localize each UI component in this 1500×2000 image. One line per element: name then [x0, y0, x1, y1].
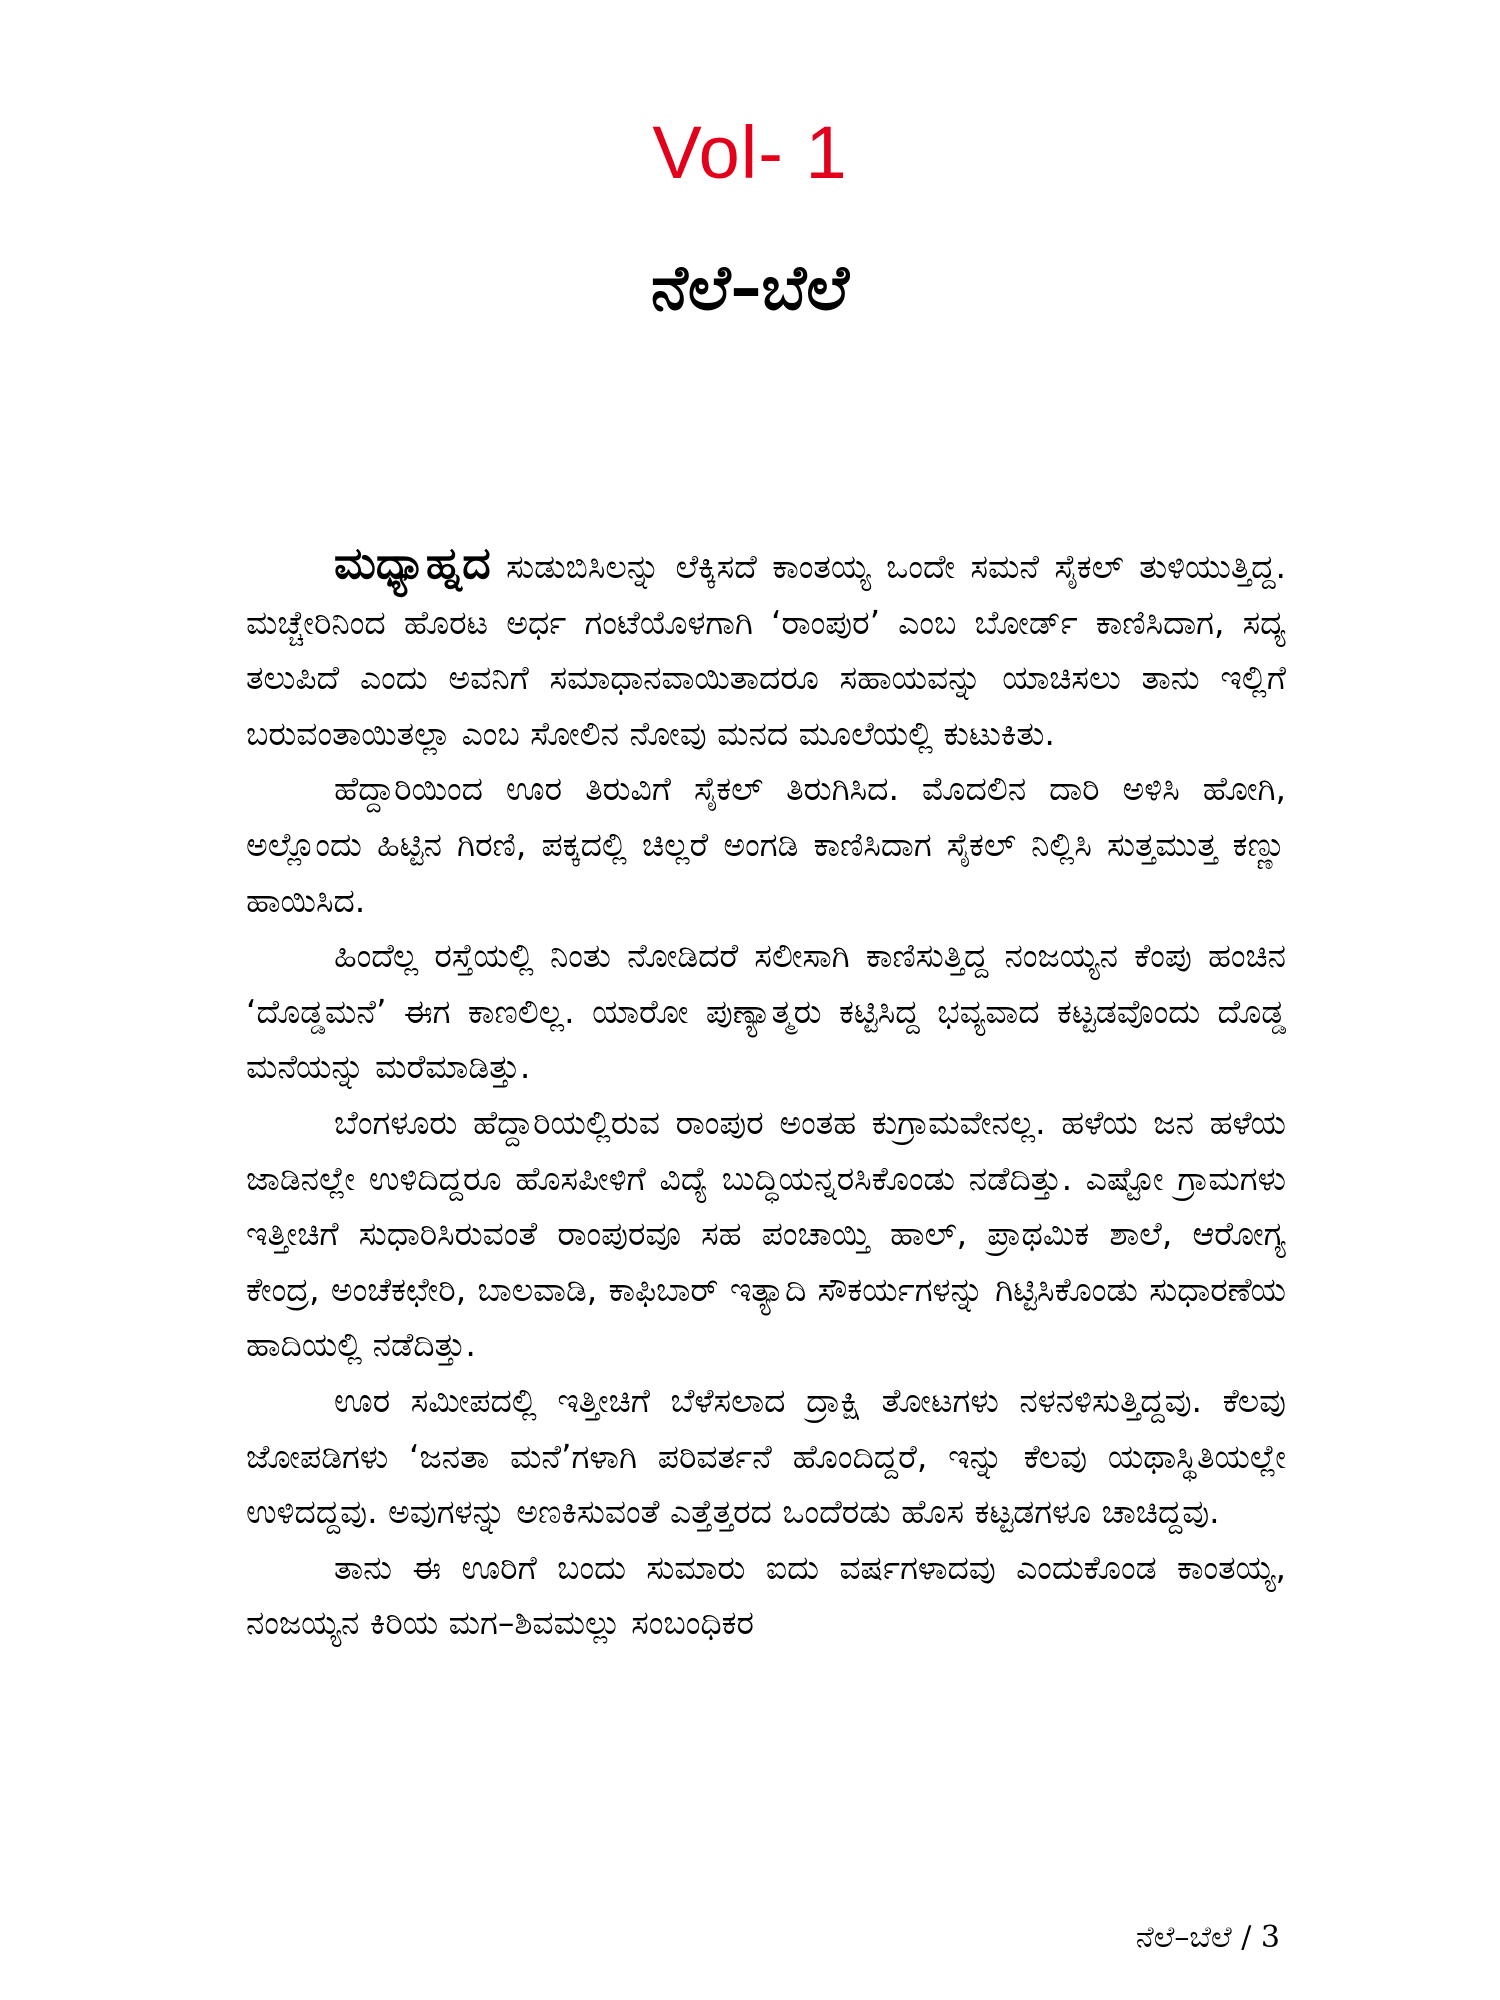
- running-title: ನೆಲೆ–ಬೆಲೆ: [1135, 1920, 1232, 1955]
- page-number: 3: [1260, 1920, 1280, 1955]
- paragraph-6: ತಾನು ಈ ಊರಿಗೆ ಬಂದು ಸುಮಾರು ಐದು ವರ್ಷಗಳಾದವು ಎಂದುಕೊಂಡ ಕಾಂತಯ್ಯ, ನಂಜಯ್ಯನ ಕಿರಿಯ ಮಗ–ಶಿವಮಲ್ಲು ಸಂಬಂಧಿಕರ: [246, 1547, 1286, 1643]
- body-text: [246, 536, 1286, 1651]
- footer-separator: /: [1241, 1920, 1252, 1955]
- paragraph-2: ಹೆದ್ದಾರಿಯಿಂದ ಊರ ತಿರುವಿಗೆ ಸೈಕಲ್ ತಿರುಗಿಸಿದ. ಮೊದಲಿನ ದಾರಿ ಅಳಿಸಿ ಹೋಗಿ, ಅಲ್ಲೊಂದು ಹಿಟ್ಟಿನ ಗಿರಣಿ, ಪಕ್ಕದಲ್ಲಿ ಚಿಲ್ಲರೆ ಅಂಗಡಿ ಕಾಣಿಸಿದಾಗ ಸೈಕಲ್ ನಿಲ್ಲಿಸಿ ಸುತ್ತಮುತ್ತ ಕಣ್ಣು ಹಾಯಿಸಿದ.: [246, 769, 1286, 920]
- volume-heading: Vol- 1: [652, 111, 848, 194]
- page-footer: [1136, 1918, 1280, 1958]
- paragraph-3: ಹಿಂದೆಲ್ಲ ರಸ್ತೆಯಲ್ಲಿ ನಿಂತು ನೋಡಿದರೆ ಸಲೀಸಾಗಿ ಕಾಣಿಸುತ್ತಿದ್ದ ನಂಜಯ್ಯನ ಕೆಂಪು ಹಂಚಿನ ‘ದೊಡ್ಡಮನೆ’ ಈಗ ಕಾಣಲಿಲ್ಲ. ಯಾರೋ ಪುಣ್ಯಾತ್ಮರು ಕಟ್ಟಿಸಿದ್ದ ಭವ್ಯವಾದ ಕಟ್ಟಡವೊಂದು ದೊಡ್ಡ ಮನೆಯನ್ನು ಮರೆಮಾಡಿತ್ತು.: [246, 936, 1286, 1087]
- paragraph-4: ಬೆಂಗಳೂರು ಹೆದ್ದಾರಿಯಲ್ಲಿರುವ ರಾಂಪುರ ಅಂತಹ ಕುಗ್ರಾಮವೇನಲ್ಲ. ಹಳೆಯ ಜನ ಹಳೆಯ ಜಾಡಿನಲ್ಲೇ ಉಳಿದಿದ್ದರೂ ಹೊಸಪೀಳಿಗೆ ವಿದ್ಯೆ ಬುದ್ಧಿಯನ್ನರಸಿಕೊಂಡು ನಡೆದಿತ್ತು. ಎಷ್ಟೋ ಗ್ರಾಮಗಳು ಇತ್ತೀಚಿಗೆ ಸುಧಾರಿಸಿರುವಂತೆ ರಾಂಪುರವೂ ಸಹ ಪಂಚಾಯ್ತಿ ಹಾಲ್, ಪ್ರಾಥಮಿಕ ಶಾಲೆ, ಆರೋಗ್ಯ ಕೇಂದ್ರ, ಅಂಚೆಕಛೇರಿ, ಬಾಲವಾಡಿ, ಕಾಫಿಬಾರ್ ಇತ್ಯಾದಿ ಸೌಕರ್ಯಗಳನ್ನು ಗಿಟ್ಟಿಸಿಕೊಂಡು ಸುಧಾರಣೆಯ ಹಾದಿಯಲ್ಲಿ ನಡೆದಿತ್ತು.: [246, 1102, 1286, 1365]
- paragraph-1: [246, 536, 1286, 761]
- paragraph-5: ಊರ ಸಮೀಪದಲ್ಲಿ ಇತ್ತೀಚಿಗೆ ಬೆಳೆಸಲಾದ ದ್ರಾಕ್ಷಿ ತೋಟಗಳು ನಳನಳಿಸುತ್ತಿದ್ದವು. ಕೆಲವು ಜೋಪಡಿಗಳು ‘ಜನತಾ ಮನೆ’ಗಳಾಗಿ ಪರಿವರ್ತನೆ ಹೊಂದಿದ್ದರೆ, ಇನ್ನು ಕೆಲವು ಯಥಾಸ್ಥಿತಿಯಲ್ಲೇ ಉಳಿದದ್ದವು. ಅವುಗಳನ್ನು ಅಣಕಿಸುವಂತೆ ಎತ್ತೆತ್ತರದ ಒಂದೆರಡು ಹೊಸ ಕಟ್ಟಡಗಳೂ ಚಾಚಿದ್ದವು.: [246, 1380, 1286, 1532]
- book-title: ನೆಲೆ–ಬೆಲೆ: [650, 251, 850, 324]
- opening-word: ಮಧ್ಯಾಹ್ನದ: [334, 538, 491, 589]
- paragraph-1-text: ಸುಡುಬಿಸಿಲನ್ನು ಲೆಕ್ಕಿಸದೆ ಕಾಂತಯ್ಯ ಒಂದೇ ಸಮನೆ ಸೈಕಲ್ ತುಳಿಯುತ್ತಿದ್ದ. ಮಚ್ಚೇರಿನಿಂದ ಹೊರಟ ಅರ್ಧ ಗಂಟೆಯೊಳಗಾಗಿ ‘ರಾಂಪುರ’ ಎಂಬ ಬೋರ್ಡ್ ಕಾಣಿಸಿದಾಗ, ಸದ್ಯ ತಲುಪಿದೆ ಎಂದು ಅವನಿಗೆ ಸಮಾಧಾನವಾಯಿತಾದರೂ ಸಹಾಯವನ್ನು ಯಾಚಿಸಲು ತಾನು ಇಲ್ಲಿಗೆ ಬರುವಂತಾಯಿತಲ್ಲಾ ಎಂಬ ಸೋಲಿನ ನೋವು ಮನದ ಮೂಲೆಯಲ್ಲಿ ಕುಟುಕಿತು.: [246, 547, 1286, 753]
